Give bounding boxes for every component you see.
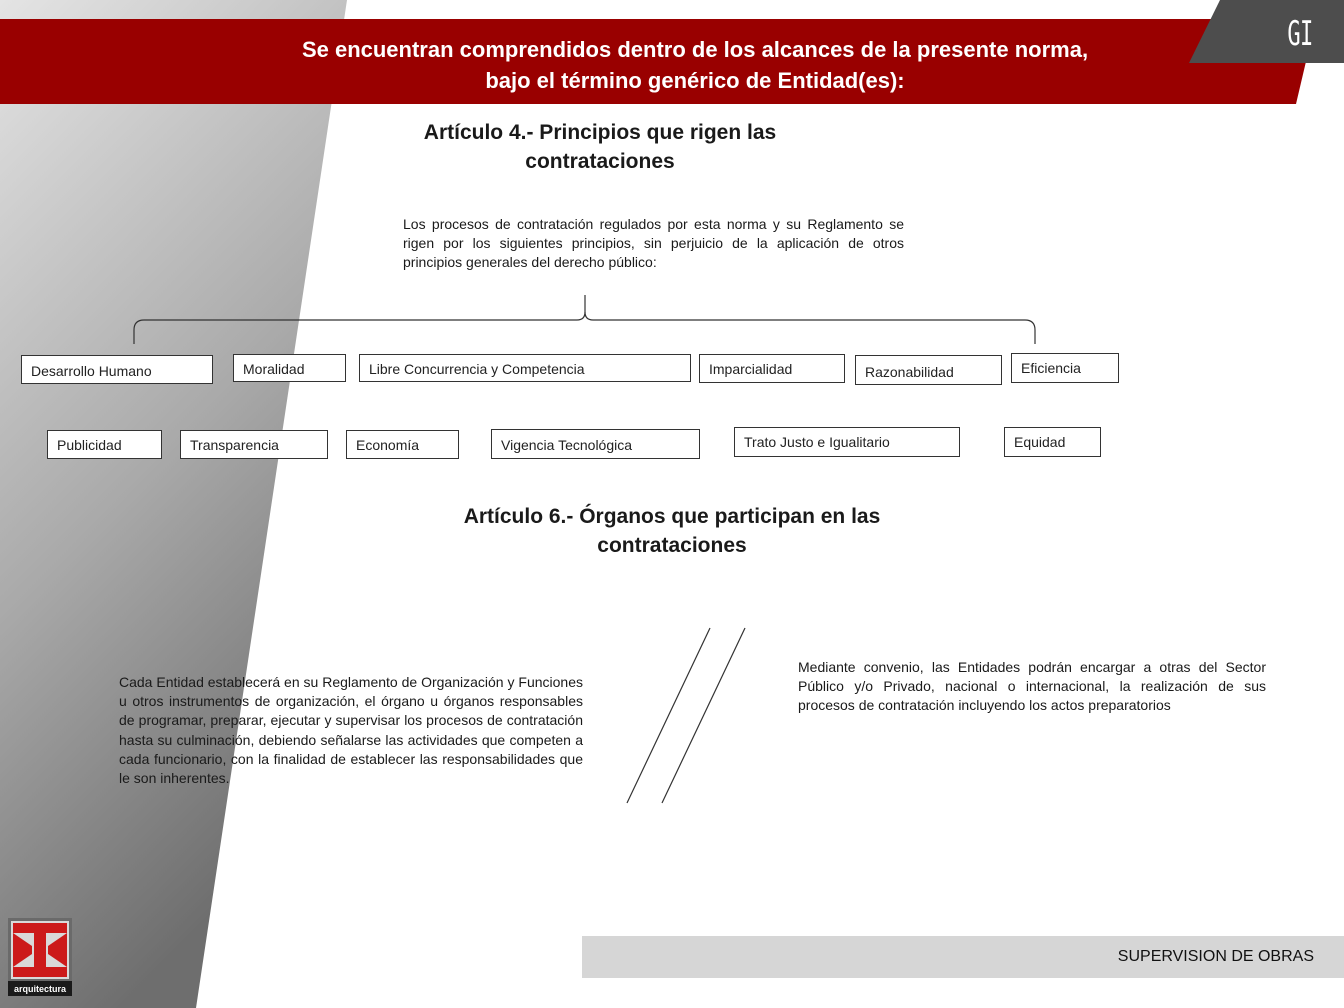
gi-badge: GI	[1287, 14, 1313, 54]
article4-intro: Los procesos de contratación regulados por esta norma y su Reglamento se rigen por los siguientes principios, sin perjuicio de la aplicación de otros principios generales del derecho público:	[403, 216, 904, 271]
principle-box: Moralidad	[233, 354, 346, 382]
principle-box: Eficiencia	[1011, 353, 1119, 383]
principle-box: Imparcialidad	[699, 354, 845, 383]
principle-box: Desarrollo Humano	[21, 355, 213, 384]
footer-label: SUPERVISION DE OBRAS	[1117, 948, 1314, 965]
article6-title-line2: contrataciones	[597, 534, 747, 557]
logo-text: arquitectura	[13, 984, 67, 994]
principle-box: Transparencia	[180, 430, 328, 459]
article4-title-line1: Artículo 4.- Principios que rigen las	[423, 121, 777, 144]
header-title	[200, 34, 1190, 96]
article4-title-line2: contrataciones	[525, 150, 675, 173]
principle-box: Equidad	[1004, 427, 1101, 457]
article6-title	[392, 502, 952, 560]
article6-left-text: Cada Entidad establecerá en su Reglamento de Organización y Funciones u otros instrumentos de organización, el órgano u órganos responsables de programar, preparar, ejecutar y supervisar los procesos de contratación hasta su culminación, debiendo señalarse las actividades que competen a cada funcionario, con la finalidad de establecer las responsabilidades que le son inherentes.	[119, 674, 583, 787]
arquitectura-logo	[8, 918, 72, 996]
principle-box: Libre Concurrencia y Competencia	[359, 354, 691, 382]
principle-box: Vigencia Tecnológica	[491, 429, 700, 459]
principle-box: Trato Justo e Igualitario	[734, 427, 960, 457]
article6-right-text: Mediante convenio, las Entidades podrán encargar a otras del Sector Público y/o Privado, nacional o internacional, la realización de sus procesos de contratación incluyendo los actos preparatorios	[798, 659, 1266, 714]
principle-box: Razonabilidad	[855, 355, 1002, 385]
principle-box: Publicidad	[47, 430, 162, 459]
article6-title-line1: Artículo 6.- Órganos que participan en las	[463, 505, 881, 528]
header-title-line2: bajo el término genérico de Entidad(es):	[485, 68, 905, 93]
article4-title	[330, 118, 870, 176]
header-title-line1: Se encuentran comprendidos dentro de los alcances de la presente norma,	[301, 37, 1089, 62]
principle-box: Economía	[346, 430, 459, 459]
